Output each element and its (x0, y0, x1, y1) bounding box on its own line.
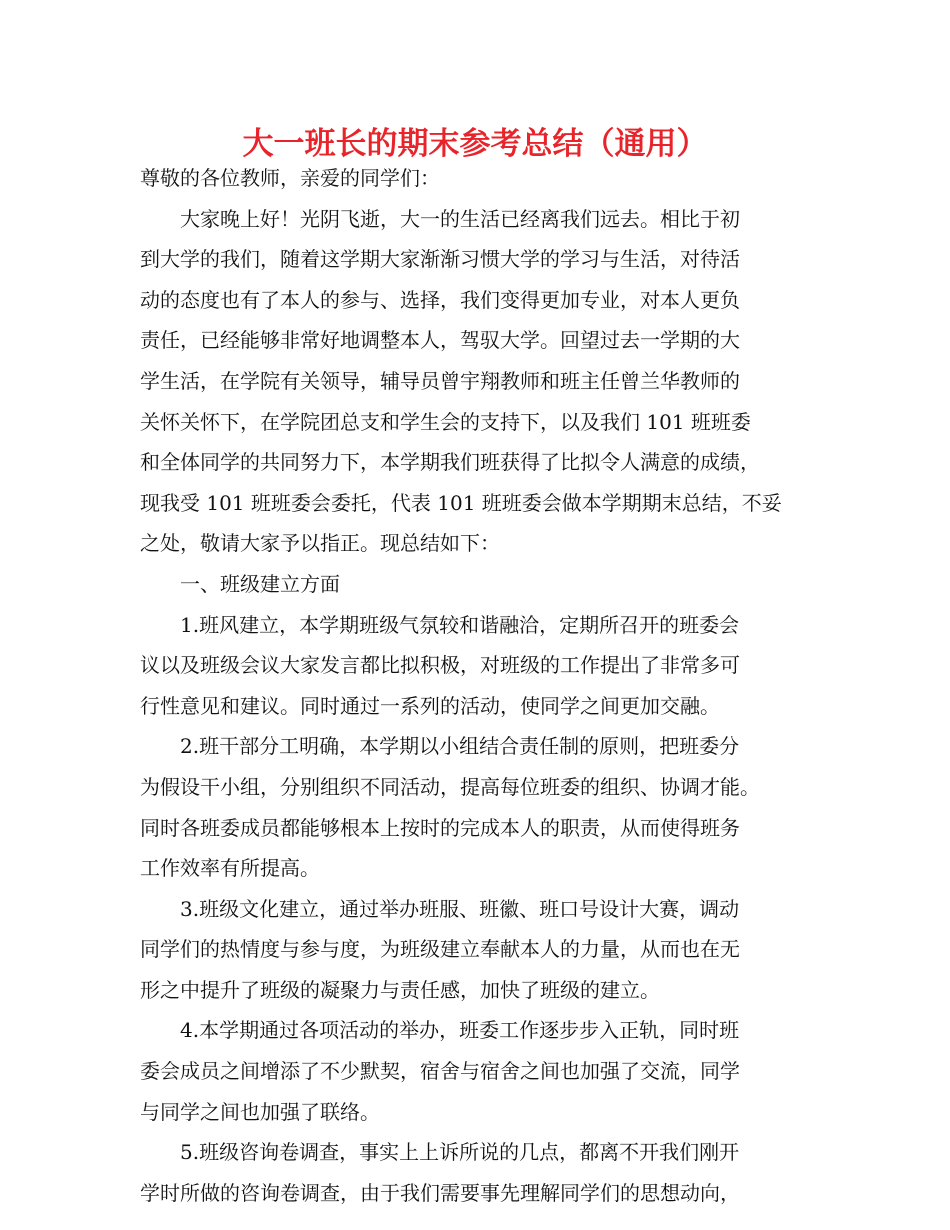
body-line: 现我受 101 班班委会委托，代表 101 班班委会做本学期期末总结，不妥 (140, 490, 782, 515)
body-line: 议以及班级会议大家发言都比拟积极，对班级的工作提出了非常多可 (140, 653, 740, 678)
body-line: 1.班风建立，本学期班级气氛较和谐融洽，定期所召开的班委会 (180, 612, 740, 637)
body-line: 委会成员之间增添了不少默契，宿舍与宿舍之间也加强了交流，同学 (140, 1059, 740, 1084)
document-body (140, 158, 812, 1213)
body-line: 到大学的我们，随着这学期大家渐渐习惯大学的学习与生活，对待活 (140, 247, 740, 272)
body-line: 5.班级咨询卷调查，事实上上诉所说的几点，都离不开我们刚开 (180, 1140, 740, 1165)
section-heading: 一、班级建立方面 (180, 571, 340, 596)
body-line: 同学们的热情度与参与度，为班级建立奉献本人的力量，从而也在无 (140, 937, 740, 962)
body-line: 2.班干部分工明确，本学期以小组结合责任制的原则，把班委分 (180, 734, 740, 759)
body-line: 之处，敬请大家予以指正。现总结如下： (140, 531, 500, 556)
body-line: 动的态度也有了本人的参与、选择，我们变得更加专业，对本人更负 (140, 287, 740, 312)
body-line: 形之中提升了班级的凝聚力与责任感，加快了班级的建立。 (140, 977, 660, 1002)
body-line: 同时各班委成员都能够根本上按时的完成本人的职责，从而使得班务 (140, 815, 740, 840)
body-line: 与同学之间也加强了联络。 (140, 1099, 380, 1124)
salutation: 尊敬的各位教师，亲爱的同学们： (140, 166, 440, 190)
body-line: 为假设干小组，分别组织不同活动，提高每位班委的组织、协调才能。 (140, 774, 760, 799)
body-line: 大家晚上好！光阴飞逝，大一的生活已经离我们远去。相比于初 (180, 206, 740, 231)
body-line: 工作效率有所提高。 (140, 856, 320, 881)
body-line: 学时所做的咨询卷调查，由于我们需要事先理解同学们的思想动向， (140, 1180, 740, 1205)
body-line: 关怀关怀下，在学院团总支和学生会的支持下，以及我们 101 班班委 (140, 409, 751, 434)
body-line: 行性意见和建议。同时通过一系列的活动，使同学之间更加交融。 (140, 693, 720, 718)
body-line: 4.本学期通过各项活动的举办，班委工作逐步步入正轨，同时班 (180, 1018, 740, 1043)
body-line: 和全体同学的共同努力下，本学期我们班获得了比拟令人满意的成绩， (140, 450, 760, 475)
body-line: 学生活，在学院有关领导，辅导员曾宇翔教师和班主任曾兰华教师的 (140, 368, 740, 393)
body-line: 责任，已经能够非常好地调整本人，驾驭大学。回望过去一学期的大 (140, 328, 740, 353)
document-title: 大一班长的期末参考总结（通用） (242, 126, 708, 162)
body-line: 3.班级文化建立，通过举办班服、班徽、班口号设计大赛，调动 (180, 896, 740, 921)
